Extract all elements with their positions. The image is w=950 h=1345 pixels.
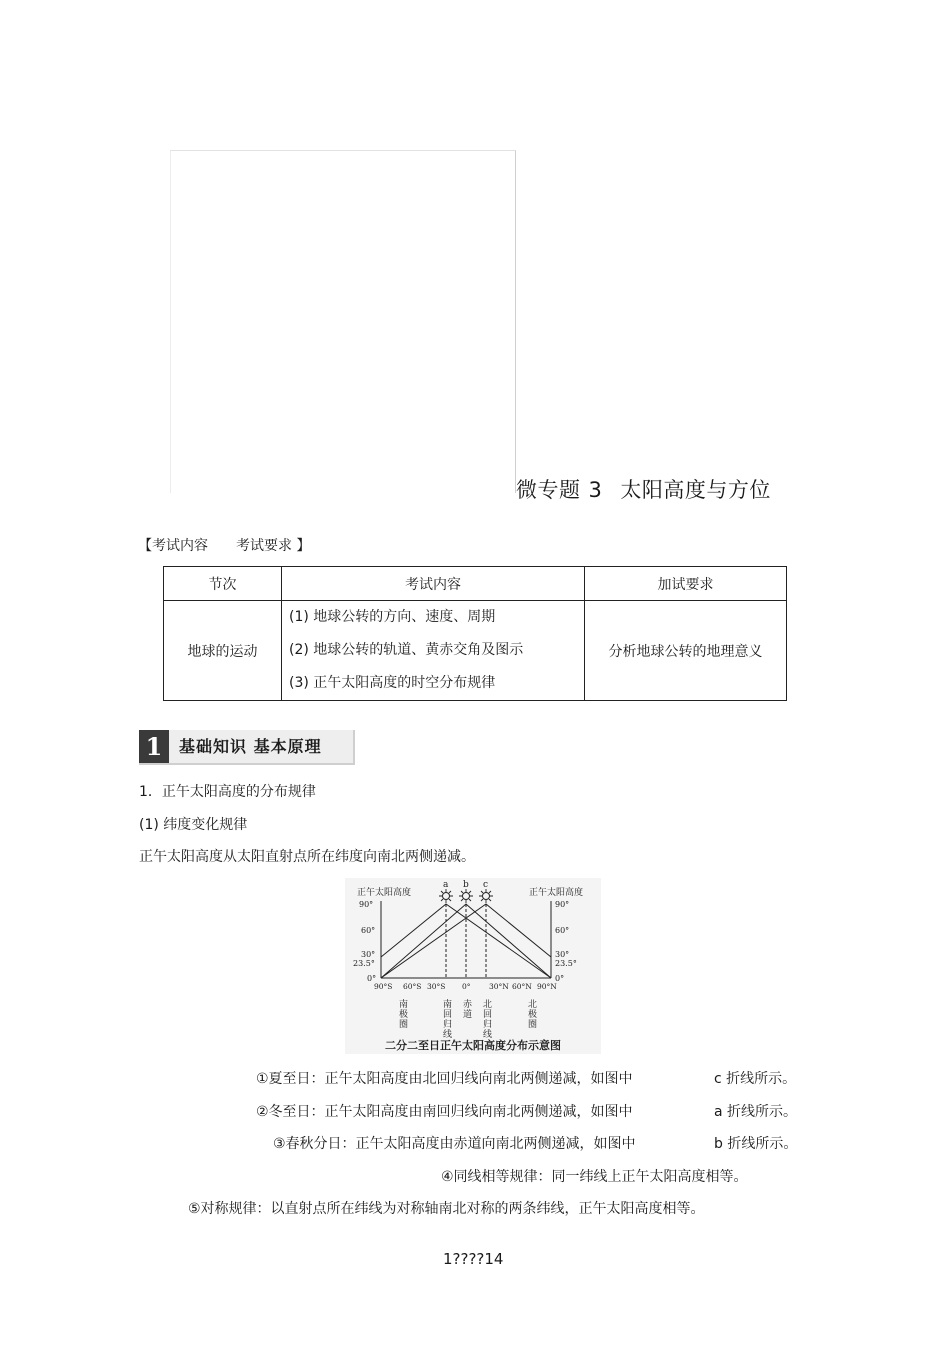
table-header-row — [164, 567, 787, 601]
rule-3: ③春秋分日：正午太阳高度由赤道向南北两侧递减，如图中 — [273, 1136, 636, 1152]
rule-1-tail: c 折线所示。 — [714, 1071, 797, 1087]
rule-1: ①夏至日：正午太阳高度由北回归线向南北两侧递减，如图中 — [256, 1071, 633, 1087]
x-tick-30n: 30°N — [489, 982, 509, 991]
zone-label-equator: 赤道 — [461, 999, 471, 1019]
exam-table — [163, 566, 787, 701]
list-item: (1) 地球公转的方向、速度、周期 — [289, 609, 496, 625]
list-item: (3) 正午太阳高度的时空分布规律 — [289, 675, 496, 691]
y-tick-23-right: 23.5° — [555, 959, 577, 968]
sun-label-b: b — [463, 880, 469, 890]
intro-paragraph: 正午太阳高度从太阳直射点所在纬度向南北两侧递减。 — [139, 849, 475, 865]
y-tick-90-left: 90° — [359, 900, 374, 909]
list-item: (2) 地球公转的轨道、黄赤交角及图示 — [289, 642, 524, 658]
rule-4: ④同线相等规律：同一纬线上正午太阳高度相等。 — [441, 1169, 748, 1185]
rule-2: ②冬至日：正午太阳高度由南回归线向南北两侧递减，如图中 — [256, 1104, 633, 1120]
section-banner — [139, 730, 355, 765]
x-tick-90s: 90°S — [374, 982, 393, 991]
table-header-section: 节次 — [164, 567, 282, 601]
title-prefix: 微专题 — [516, 478, 581, 502]
sun-label-a: a — [443, 880, 449, 890]
table-row — [164, 601, 787, 701]
y-tick-23-left: 23.5° — [353, 959, 375, 968]
rule-5: ⑤对称规律：以直射点所在纬线为对称轴南北对称的两条纬线，正午太阳高度相等。 — [188, 1201, 705, 1217]
zone-label-tropic-n: 北回归线 — [481, 999, 491, 1039]
image-placeholder — [170, 150, 516, 493]
y-tick-30-left: 30° — [361, 950, 376, 959]
rule-3-tail: b 折线所示。 — [714, 1136, 798, 1152]
section-number: 1 — [139, 730, 169, 763]
zone-label-arctic: 北极圈 — [526, 999, 536, 1029]
section-title: 基础知识 基本原理 — [179, 737, 322, 756]
table-cell-extra: 分析地球公转的地理意义 — [585, 601, 787, 701]
figure-chart — [345, 878, 601, 1054]
y-tick-60-left: 60° — [361, 926, 376, 935]
title-number: 3 — [588, 478, 603, 502]
x-tick-60s: 60°S — [403, 982, 422, 991]
table-cell-section: 地球的运动 — [164, 601, 282, 701]
requirements-label: 【考试内容 考试要求 】 — [138, 538, 311, 554]
table-header-extra: 加试要求 — [585, 567, 787, 601]
heading-2: (1) 纬度变化规律 — [139, 817, 248, 833]
y-tick-0-left: 0° — [367, 974, 377, 983]
zone-label-tropic-s: 南回归线 — [441, 999, 451, 1039]
right-axis-title: 正午太阳高度 — [529, 888, 584, 898]
x-tick-60n: 60°N — [512, 982, 532, 991]
y-tick-30-right: 30° — [555, 950, 570, 959]
table-cell-items — [282, 601, 585, 701]
x-tick-30s: 30°S — [427, 982, 446, 991]
left-axis-title: 正午太阳高度 — [357, 888, 412, 898]
y-tick-90-right: 90° — [555, 900, 570, 909]
title-main: 太阳高度与方位 — [620, 478, 771, 502]
sun-label-c: c — [483, 880, 489, 890]
y-tick-0-right: 0° — [555, 974, 565, 983]
table-header-content: 考试内容 — [282, 567, 585, 601]
rule-2-tail: a 折线所示。 — [714, 1104, 798, 1120]
page-number: 1????14 — [443, 1250, 504, 1268]
heading-1: 1．正午太阳高度的分布规律 — [139, 784, 316, 800]
zone-label-antarctic: 南极圈 — [397, 999, 407, 1029]
x-tick-0: 0° — [462, 982, 471, 991]
x-tick-90n: 90°N — [537, 982, 557, 991]
page-title — [516, 474, 771, 504]
y-tick-60-right: 60° — [555, 926, 570, 935]
figure-caption: 二分二至日正午太阳高度分布示意图 — [385, 1039, 561, 1052]
